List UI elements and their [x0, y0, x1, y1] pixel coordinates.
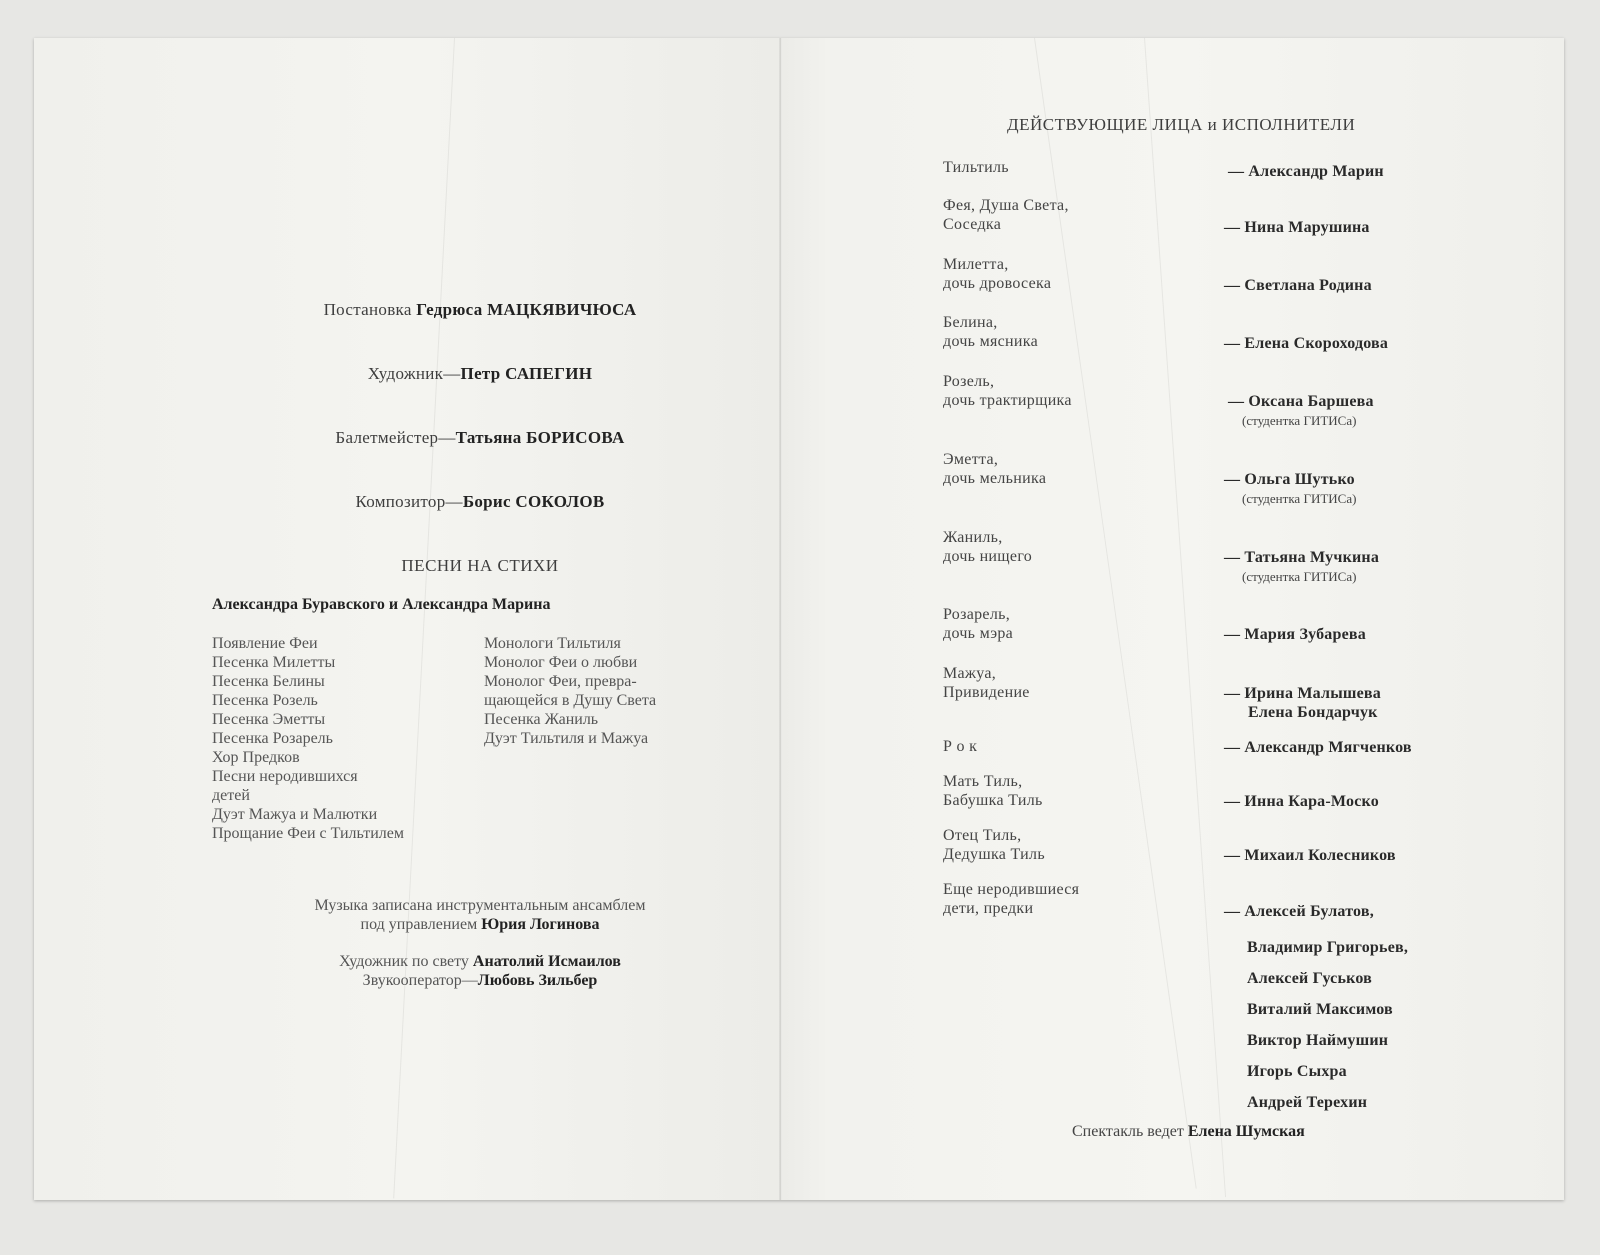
songs-column-1 [212, 634, 404, 843]
cast-role: Фея, Душа Света, Соседка [943, 197, 1069, 233]
music-line: под управлением Юрия Логинова [360, 916, 600, 933]
cast-actor: — Оксана Баршева [1228, 393, 1374, 410]
extra-actor: Владимир Григорьев, [1247, 939, 1409, 956]
cast-actor: — Елена Скороходова [1224, 335, 1389, 352]
credit-last-name: САПЕГИН [505, 364, 593, 383]
extra-actor: Игорь Сыхра [1247, 1063, 1347, 1080]
songs-authors: Александра Буравского и Александра Марина [212, 596, 551, 613]
song-item: Монологи Тильтиля [484, 635, 621, 652]
song-item: Прощание Феи с Тильтилем [212, 825, 404, 842]
song-item: Монолог Феи, превра- [484, 673, 637, 690]
music-credit [200, 896, 760, 934]
cast-actor: — Александр Марин [1228, 163, 1384, 180]
credit-composer: Композитор—Борис СОКОЛОВ [355, 492, 605, 511]
cast-role: Розарель, дочь мэра [943, 606, 1014, 642]
cast-note: (студентка ГИТИСа) [1242, 491, 1357, 506]
cast-role: Белина, дочь мясника [943, 314, 1039, 350]
song-item: детей [212, 787, 250, 804]
cast-actor: — Нина Марушина [1224, 219, 1370, 236]
credit-role: Балетмейстер [335, 428, 439, 447]
extra-actors-list [1247, 932, 1408, 1118]
stage-manager: Спектакль ведет Елена Шумская [1072, 1123, 1305, 1140]
credit-last-name: БОРИСОВА [526, 428, 625, 447]
song-item: Дуэт Тильтиля и Мажуа [484, 730, 649, 747]
song-item: щающейся в Душу Света [484, 692, 657, 709]
song-item: Песенка Жаниль [484, 711, 599, 728]
credit-role: Художник [367, 364, 444, 383]
cast-actor: — Светлана Родина [1224, 277, 1372, 294]
cast-role: Отец Тиль, Дедушка Тиль [943, 827, 1045, 863]
cast-role: Еще неродившиеся дети, предки [943, 881, 1080, 917]
song-item: Песенка Эметты [212, 711, 326, 728]
song-item: Песенка Милетты [212, 654, 336, 671]
cast-role: Тильтиль [943, 159, 1009, 176]
conductor-name: Юрия Логинова [481, 916, 600, 933]
extra-actor: Алексей Гуськов [1247, 970, 1372, 987]
credit-choreographer: Балетмейстер—Татьяна БОРИСОВА [335, 428, 625, 447]
credit-first-name: Борис [462, 492, 511, 511]
credit-designer: Художник—Петр САПЕГИН [367, 364, 593, 383]
song-item: Песенка Розарель [212, 730, 333, 747]
credit-first-name: Петр [460, 364, 501, 383]
credit-role: Композитор [355, 492, 446, 511]
song-item: Песенка Розель [212, 692, 318, 709]
songs-heading: ПЕСНИ НА СТИХИ [401, 556, 559, 575]
cast-role: Р о к [943, 738, 978, 755]
paper-crease [1144, 38, 1226, 1197]
music-line: Музыка записана инструментальным ансамблем [314, 897, 646, 914]
song-item: Монолог Феи о любви [484, 654, 638, 671]
sound-credit: Звукооператор—Любовь Зильбер [362, 972, 598, 989]
cast-actor: — Мария Зубарева [1224, 626, 1366, 643]
cast-actor: — Инна Кара-Моско [1224, 793, 1379, 810]
extra-actor: Виталий Максимов [1247, 1001, 1393, 1018]
credit-last-name: СОКОЛОВ [515, 492, 605, 511]
song-item: Появление Феи [212, 635, 318, 652]
credit-role: Постановка [323, 300, 412, 319]
tech-credits [200, 952, 760, 990]
song-item: Песенка Белины [212, 673, 325, 690]
cast-role: Жаниль, дочь нищего [943, 529, 1033, 565]
extra-actor: Виктор Наймушин [1247, 1032, 1389, 1049]
song-item: Дуэт Мажуа и Малютки [212, 806, 378, 823]
cast-role: Эметта, дочь мельника [943, 451, 1047, 487]
cast-role: Мать Тиль, Бабушка Тиль [943, 773, 1043, 809]
center-fold [779, 38, 782, 1200]
cast-note: (студентка ГИТИСа) [1242, 413, 1357, 428]
credit-first-name: Татьяна [455, 428, 522, 447]
credit-first-name: Гедрюса [416, 300, 483, 319]
cast-role: Розель, дочь трактирщика [943, 373, 1072, 409]
cast-actor: — Татьяна Мучкина [1224, 549, 1380, 566]
stage-manager-name: Елена Шумская [1187, 1123, 1305, 1140]
cast-role: Мажуа, Привидение [943, 665, 1030, 701]
cast-actor: — Ирина Малышева Елена Бондарчук [1224, 685, 1381, 721]
cast-actor: — Ольга Шутько [1224, 471, 1355, 488]
cast-heading: ДЕЙСТВУЮЩИЕ ЛИЦА и ИСПОЛНИТЕЛИ [1007, 115, 1356, 134]
lighting-credit: Художник по свету Анатолий Исмаилов [339, 953, 621, 970]
songs-column-2 [484, 634, 656, 748]
credit-last-name: МАЦКЯВИЧЮСА [487, 300, 637, 319]
cast-actor: — Алексей Булатов, [1224, 903, 1374, 920]
cast-note: (студентка ГИТИСа) [1242, 569, 1357, 584]
cast-role: Милетта, дочь дровосека [943, 256, 1052, 292]
extra-actor: Андрей Терехин [1247, 1094, 1368, 1111]
paper-crease [393, 38, 455, 1198]
cast-actor: — Михаил Колесников [1224, 847, 1396, 864]
song-item: Песни неродившихся [212, 768, 358, 785]
cast-actor: — Александр Мягченков [1224, 739, 1412, 756]
song-item: Хор Предков [212, 749, 300, 766]
credit-director [200, 300, 760, 320]
